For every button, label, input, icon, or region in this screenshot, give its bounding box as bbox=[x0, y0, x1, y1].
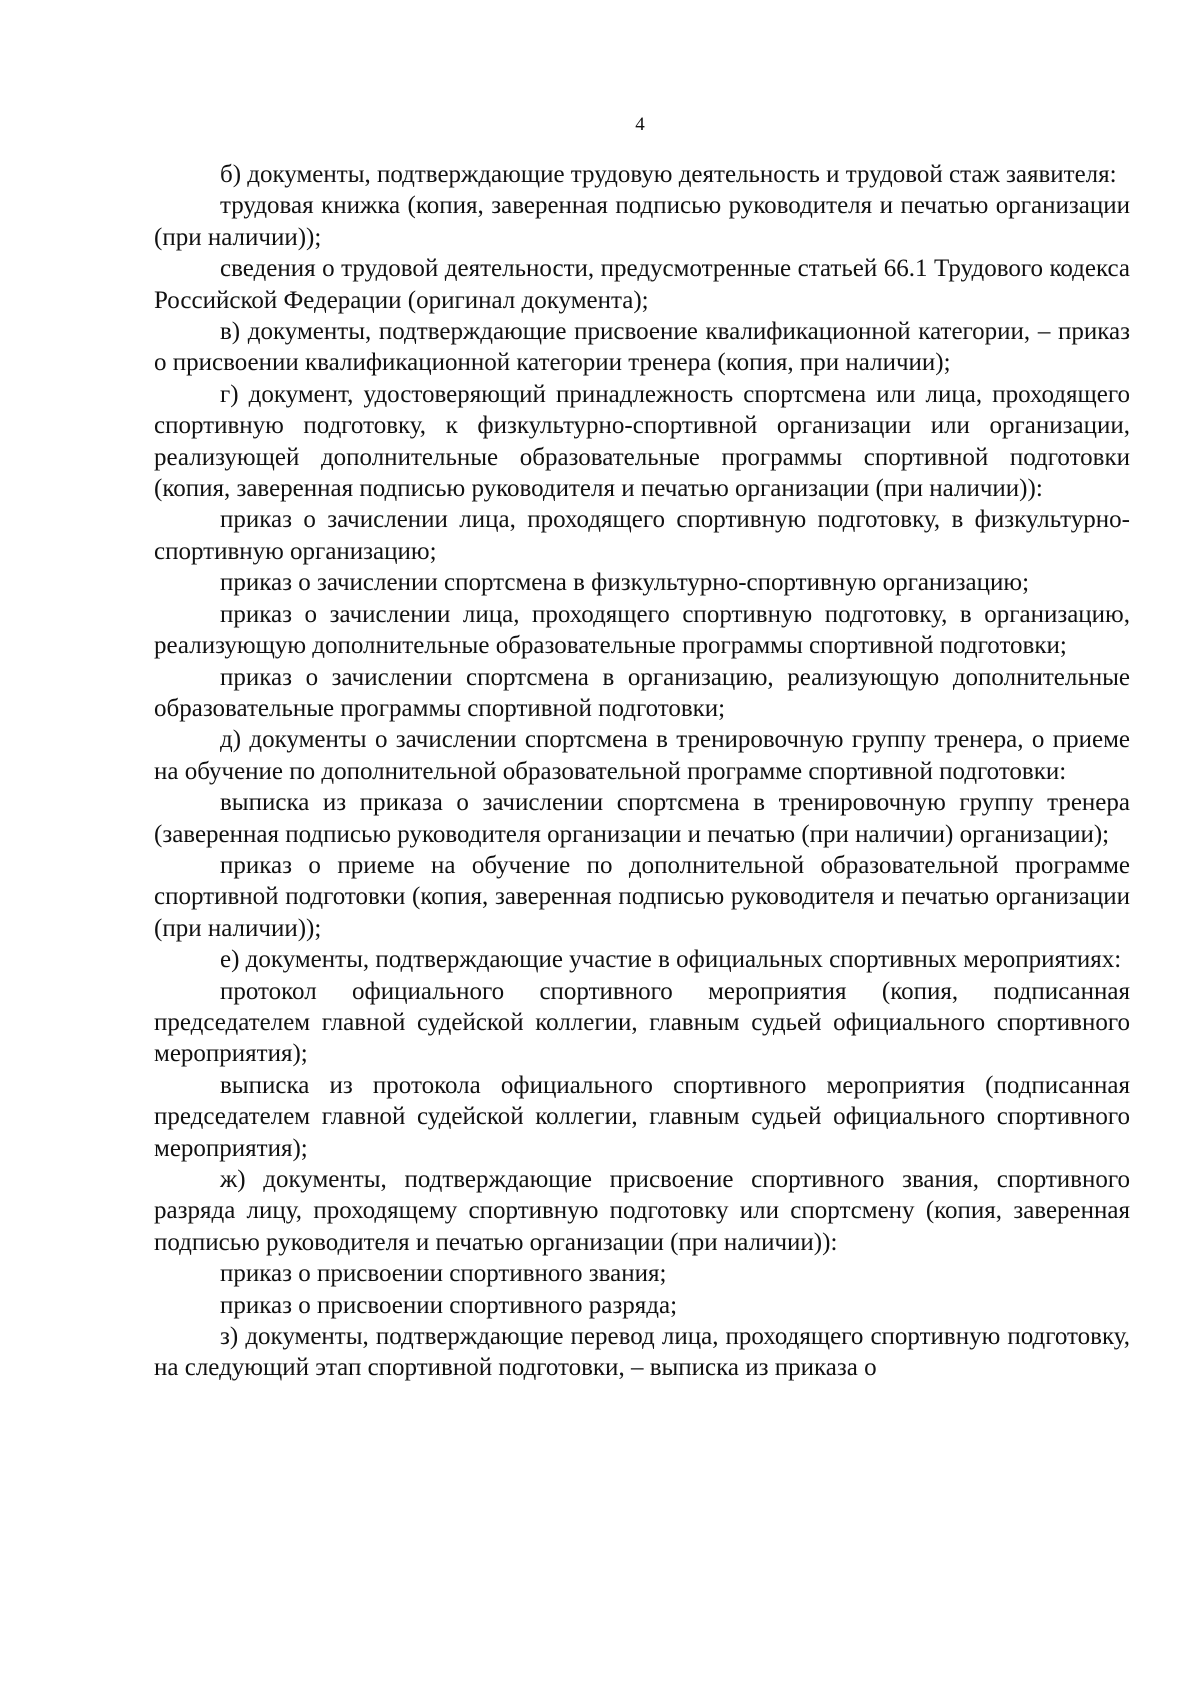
paragraph-g: г) документ, удостоверяющий принадлежность спортсмена или лица, проходящего спортивную подготовку, к физкультурно-спортивной организации или организации, реализующей дополнительные образовательные программы спортивной подготовки (копия, заверенная подписью руководителя и печатью организации (при наличии)): bbox=[154, 380, 1130, 503]
paragraph-b: б) документы, подтверждающие трудовую деятельность и трудовой стаж заявителя: bbox=[220, 161, 1117, 188]
paragraph-v: в) документы, подтверждающие присвоение квалификационной категории, – приказ о присвоении квалификационной категории тренера (копия, при наличии); bbox=[154, 318, 1130, 377]
paragraph-labor-info: сведения о трудовой деятельности, предусмотренные статьей 66.1 Трудового кодекса Российской Федерации (оригинал документа); bbox=[154, 255, 1130, 314]
paragraph-order-extract: выписка из приказа о зачислении спортсмена в тренировочную группу тренера (заверенная подписью руководителя организации и печатью (при наличии) организации); bbox=[154, 789, 1130, 848]
paragraph-enrollment-person-fso: приказ о зачислении лица, проходящего спортивную подготовку, в физкультурно-спортивную организацию; bbox=[154, 506, 1130, 565]
paragraph-labor-book: трудовая книжка (копия, заверенная подписью руководителя и печатью организации (при наличии)); bbox=[154, 192, 1130, 251]
paragraph-d: д) документы о зачислении спортсмена в тренировочную группу тренера, о приеме на обучение по дополнительной образовательной программе спортивной подготовки: bbox=[154, 726, 1130, 785]
paragraph-enrollment-athlete-fso: приказ о зачислении спортсмена в физкультурно-спортивную организацию; bbox=[220, 569, 1030, 597]
paragraph-enrollment-athlete-org: приказ о зачислении спортсмена в организацию, реализующую дополнительные образовательные программы спортивной подготовки; bbox=[154, 663, 1130, 722]
paragraph-zh: ж) документы, подтверждающие присвоение спортивного звания, спортивного разряда лицу, проходящему спортивную подготовку или спортсмену (копия, заверенная подписью руководителя и печатью организации (при наличии)): bbox=[154, 1166, 1130, 1256]
page-number: 4 bbox=[635, 114, 645, 135]
paragraph-protocol-extract: выписка из протокола официального спортивного мероприятия (подписанная председателем главной судейской коллегии, главным судьей официального спортивного мероприятия); bbox=[154, 1071, 1130, 1162]
paragraph-admission-order: приказ о приеме на обучение по дополнительной образовательной программе спортивной подготовки (копия, заверенная подписью руководителя и печатью организации (при наличии)); bbox=[154, 851, 1130, 942]
paragraph-e: е) документы, подтверждающие участие в официальных спортивных мероприятиях: bbox=[220, 946, 1122, 974]
paragraph-z: з) документы, подтверждающие перевод лица, проходящего спортивную подготовку, на следующий этап спортивной подготовки, – выписка из приказа о bbox=[154, 1323, 1130, 1382]
paragraph-rank-order: приказ о присвоении спортивного разряда; bbox=[220, 1291, 678, 1319]
paragraph-protocol: протокол официального спортивного мероприятия (копия, подписанная председателем главной судейской коллегии, главным судьей официального спортивного мероприятия); bbox=[154, 977, 1130, 1068]
document-body bbox=[154, 159, 1130, 1384]
paragraph-enrollment-person-org: приказ о зачислении лица, проходящего спортивную подготовку, в организацию, реализующую дополнительные образовательные программы спортивной подготовки; bbox=[154, 600, 1130, 660]
paragraph-title-order: приказ о присвоении спортивного звания; bbox=[220, 1260, 667, 1288]
